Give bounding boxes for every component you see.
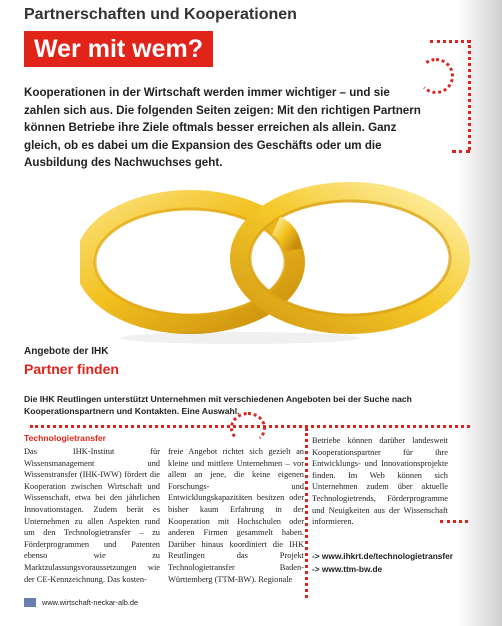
offer-lead: Die IHK Reutlingen unterstützt Unternehmen mit verschiedenen Angeboten bei der Suche nach Kooperationspartnern und Kontakten. Eine Auswahl. <box>24 394 412 416</box>
right-ring <box>240 192 460 324</box>
offer-title: Partner finden <box>24 361 119 377</box>
dotted-line <box>305 428 308 598</box>
section-kicker: Partnerschaften und Kooperationen <box>24 6 297 23</box>
dotted-line <box>468 40 471 150</box>
link-ttm-bw[interactable]: -> www.ttm-bw.de <box>312 564 383 574</box>
link-technologietransfer[interactable]: -> www.ihkrt.de/technologietransfer <box>312 551 453 561</box>
offer-label: Angebote der IHK <box>24 346 109 357</box>
dotted-line <box>430 40 470 43</box>
dotted-line <box>452 150 470 153</box>
link-list <box>312 550 453 576</box>
text-column-2: freie Angebot richtet sich gezielt an kleine und mittlere Unternehmen – vor allem an jene, die keine eigenen Forschungs- und Entwicklungskapazitäten besitzen oder bisher kaum Erfahrung in der Kooperation mit Hochschulen oder anderen Firmen gesammelt haben. Darüber hinaus koordiniert die IHK Reutlingen das Projekt Technologietransfer Baden-Württemberg (TTM-BW). Regionale <box>168 447 304 584</box>
intro-paragraph: Kooperationen in der Wirtschaft werden immer wichtiger – und sie zahlen sich aus. Die folgenden Seiten zeigen: Mit den richtigen Partnern können Betriebe ihre Ziele oftmals besser erreichen als allein. Ganz gleich, ob es dabei um die Expansion des Geschäfts oder um die Ausbildung des Nachwuchses geht. <box>24 86 421 170</box>
page-title-box <box>24 31 213 67</box>
footer-url[interactable]: www.wirtschaft-neckar-alb.de <box>42 598 139 607</box>
text-column-3: Betriebe können darüber landesweit Kooperationspartner für ihre Entwicklungs- und Innovationsprojekte finden. Im Web können sich Unternehmen zudem über aktuelle Technologietrends, Förderprogramme und Neuigkeiten aus der Wissenschaft informieren. <box>312 436 448 527</box>
wedding-rings-illustration <box>80 170 470 350</box>
section-heading: Technologietransfer <box>24 433 106 443</box>
footer-marker <box>24 598 36 607</box>
page-title: Wer mit wem? <box>34 34 204 63</box>
text-column-1: Das IHK-Institut für Wissensmanagement und Wissenstransfer (IHK-IWW) fördert die Kooperation zwischen Wirtschaft und Wissenschaft, etwa bei den jährlichen Innovationstagen. Zudem berät es Unternehmen zu allen Aspekten rund um den Technologietransfer – zu Förderprogrammen und Patenten ebenso wie zu Marktzulassungsvoraussetzungen wie der CE-Kennzeichnung. Das kosten- <box>24 447 160 584</box>
